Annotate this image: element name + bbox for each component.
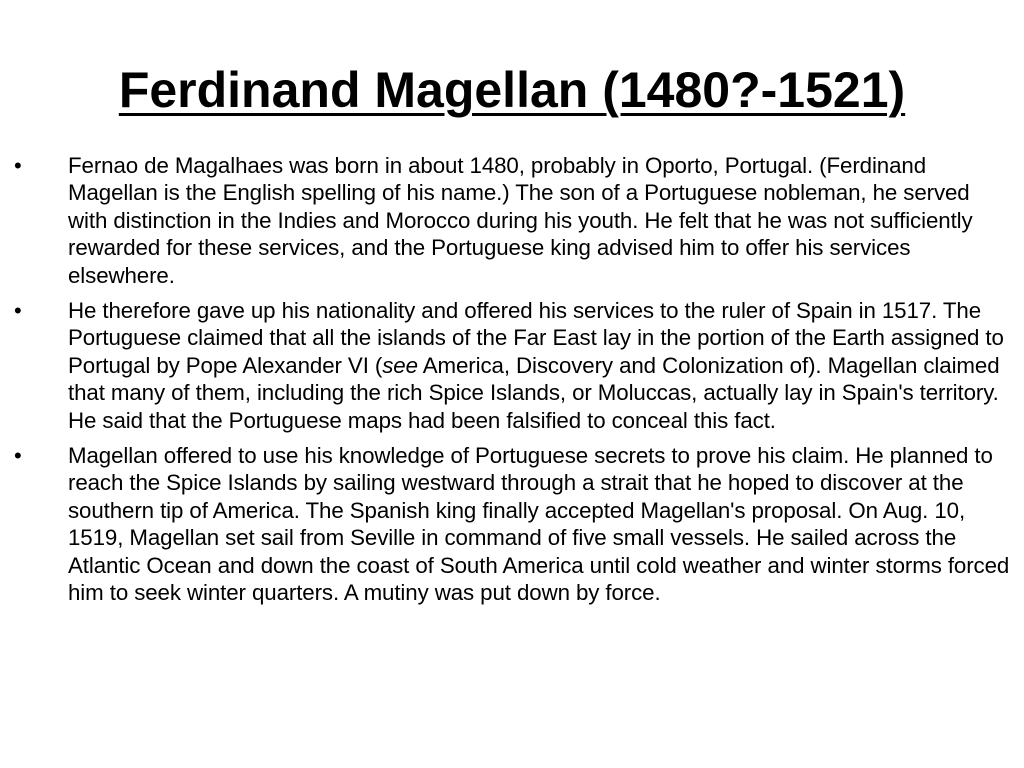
bullet-text-italic-segment: see: [382, 352, 418, 378]
bullet-text-segment: Fernao de Magalhaes was born in about 1480, probably in Oporto, Portugal. (Ferdinand Magellan is the English spelling of his name.) The son of a Portuguese nobleman, he served with distinction in the Indies and Morocco during his youth. He felt that he was not sufficiently rewarded for these services, and the Portuguese king advised him to offer his services elsewhere.: [68, 153, 973, 288]
bullet-text-segment: He therefore gave up his nationality and offered his services to the ruler of Spain in 1517. The Portuguese claimed that all the islands of the Far East lay in the portion of the Earth assigned to Portugal by Pope Alexander VI (: [68, 298, 1004, 378]
bullet-text: [68, 298, 1004, 433]
bullet-item-1: [0, 152, 1024, 289]
slide-title: Ferdinand Magellan (1480?-1521): [118, 62, 906, 118]
bullet-text-segment: Magellan offered to use his knowledge of Portuguese secrets to prove his claim. He planned to reach the Spice Islands by sailing westward through a strait that he hoped to discover at the southern tip of America. The Spanish king finally accepted Magellan's proposal. On Aug. 10, 1519, Magellan set sail from Seville in command of five small vessels. He sailed across the Atlantic Ocean and down the coast of South America until cold weather and winter storms forced him to seek winter quarters. A mutiny was put down by force.: [68, 443, 1010, 606]
bullet-item-3: [0, 442, 1024, 606]
bullet-icon: •: [14, 443, 22, 469]
bullet-text: [68, 443, 1009, 605]
bullet-text-segment: America, Discovery and Colonization of). Magellan claimed that many of them, including the rich Spice Islands, or Moluccas, actually lay in Spain's territory. He said that the Portuguese maps had been falsified to conceal this fact.: [68, 352, 1000, 433]
bullet-text: [68, 153, 973, 288]
bullet-list: [0, 152, 1024, 615]
bullet-icon: •: [14, 153, 22, 178]
bullet-icon: •: [14, 298, 22, 324]
bullet-item-2: [0, 297, 1024, 434]
